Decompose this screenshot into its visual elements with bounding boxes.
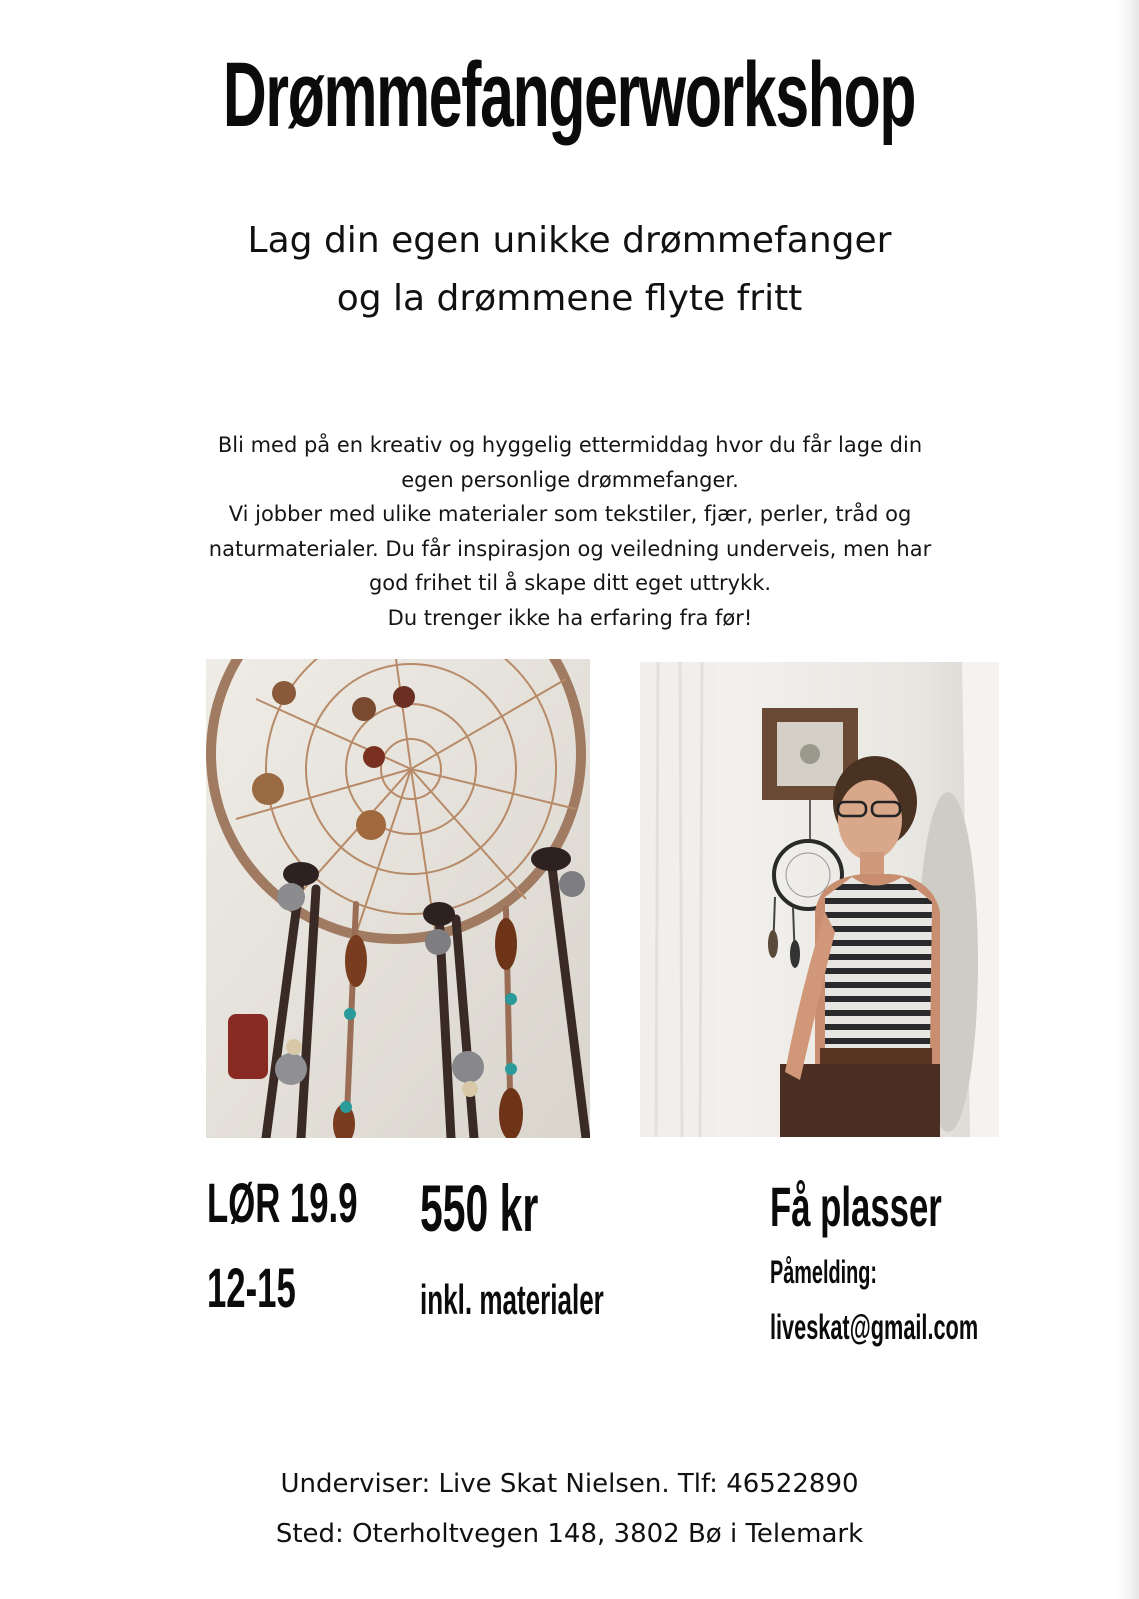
subtitle-line-1: Lag din egen unikke drømmefanger [247, 220, 892, 261]
poster-title: Drømmefangerworkshop [222, 44, 916, 146]
instructor-info: Underviser: Live Skat Nielsen. Tlf: 46522890 [280, 1469, 859, 1499]
description-line: Bli med på en kreativ og hyggelig ettermiddag hvor du får lage din [217, 433, 923, 457]
location-info: Sted: Oterholtvegen 148, 3802 Bø i Telemark [275, 1519, 864, 1549]
dreamcatcher-photo [206, 659, 590, 1138]
signup-label: Påmelding: [770, 1254, 877, 1290]
description-line: egen personlige drømmefanger. [401, 467, 739, 492]
description [180, 428, 960, 635]
event-date: LØR 19.9 [207, 1171, 358, 1234]
subtitle-line-2: og la drømmene flyte fritt [336, 278, 803, 319]
event-time: 12-15 [207, 1256, 296, 1319]
price-note: inkl. materialer [420, 1276, 604, 1323]
signup-email: liveskat@gmail.com [770, 1308, 979, 1347]
event-price: 550 kr [420, 1171, 539, 1245]
instructor-photo [640, 662, 999, 1137]
availability-note: Få plasser [770, 1175, 942, 1238]
description-line: naturmaterialer. Du får inspirasjon og veiledning underveis, men har [208, 536, 932, 561]
description-line: god frihet til å skape ditt eget uttrykk. [368, 571, 772, 595]
description-line: Du trenger ikke ha erfaring fra før! [387, 605, 753, 630]
description-line: Vi jobber med ulike materialer som tekstiler, fjær, perler, tråd og [228, 502, 912, 526]
